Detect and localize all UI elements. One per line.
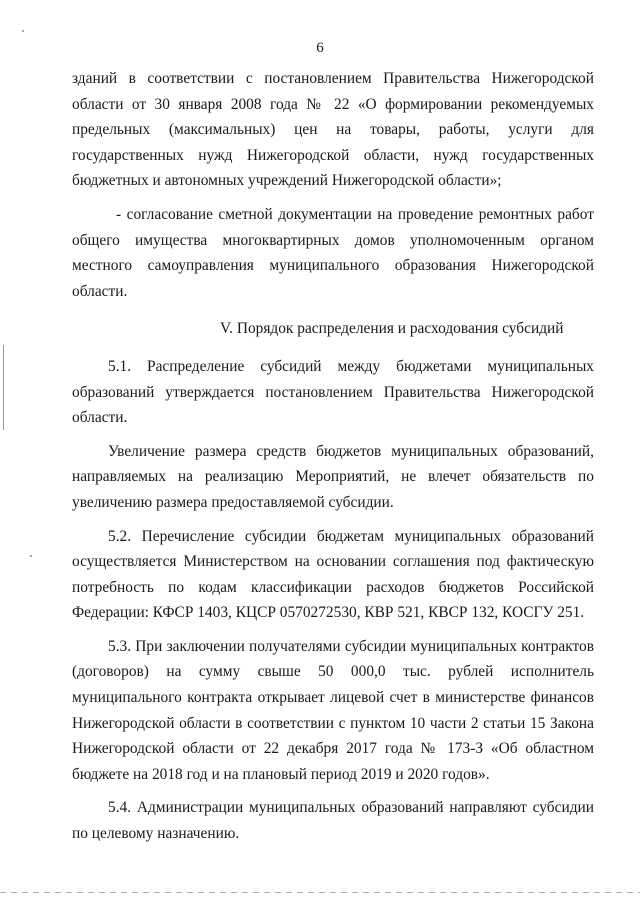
- text-line: 5.1. Распределение субсидий между бюджетами муниципальных: [108, 357, 594, 375]
- text-line: по целевому назначению.: [72, 825, 240, 843]
- text-line: 5.4. Администрации муниципальных образований направляют субсидии: [108, 799, 594, 817]
- text-line: бюджетных и автономных учреждений Нижегородской области»;: [72, 172, 502, 190]
- scan-bottom-line: [0, 892, 640, 893]
- text-line: Нижегородской области от 22 декабря 2017 года № 173-З «Об областном: [72, 740, 594, 758]
- text-line: муниципального контракта открывает лицевой счет в министерстве финансов: [72, 689, 594, 707]
- text-line: образований утверждается постановлением Правительства Нижегородской: [72, 383, 594, 401]
- paragraph-increase: [72, 439, 594, 516]
- section-title: V. Порядок распределения и расходования субсидий: [220, 320, 564, 338]
- text-line: бюджете на 2018 год и на плановый период 2019 и 2020 годов».: [72, 765, 490, 783]
- text-line: 5.2. Перечисление субсидии бюджетам муниципальных образований: [108, 527, 594, 545]
- text-line: местного самоуправления муниципального образования Нижегородской: [72, 257, 594, 275]
- text-line: зданий в соответствии с постановлением Правительства Нижегородской: [72, 70, 594, 87]
- text-line: направляемых на реализацию Мероприятий, не влечет обязательств по: [72, 468, 594, 486]
- section-heading: [72, 316, 594, 342]
- text-line: Федерации: КФСР 1403, КЦСР 0570272530, КВР 521, КВСР 132, КОСГУ 251.: [72, 604, 585, 622]
- text-line: области.: [72, 409, 128, 427]
- text-line: осуществляется Министерством на основании соглашения под фактическую: [72, 553, 594, 571]
- text-line: государственных нужд Нижегородской области, нужд государственных: [72, 146, 594, 164]
- text-line: области от 30 января 2008 года № 22 «О формировании рекомендуемых: [72, 95, 594, 113]
- text-line: потребность по кодам классификации расходов бюджетов Российской: [72, 578, 594, 596]
- scan-edge-mark: [3, 345, 4, 430]
- text-line: (договоров) на сумму свыше 50 000,0 тыс. рублей исполнитель: [72, 663, 594, 681]
- paragraph-estimate-approval: [72, 202, 594, 304]
- text-line: общего имущества многоквартирных домов уполномоченным органом: [72, 231, 594, 249]
- text-line: предельных (максимальных) цен на товары, работы, услуги для: [72, 121, 594, 139]
- paragraph-5-2: [72, 524, 594, 626]
- text-line: 5.3. При заключении получателями субсидии муниципальных контрактов: [108, 637, 594, 655]
- page-body: [72, 66, 594, 847]
- text-line: Увеличение размера средств бюджетов муниципальных образований,: [108, 442, 594, 460]
- paragraph-5-3: [72, 634, 594, 788]
- scan-speck: [22, 30, 24, 32]
- text-line: увеличению размера предоставляемой субсидии.: [72, 493, 394, 511]
- text-line: области.: [72, 282, 128, 300]
- paragraph-5-1: [72, 354, 594, 431]
- text-line: Нижегородской области в соответствии с пунктом 10 части 2 статьи 15 Закона: [72, 714, 594, 732]
- scan-speck: [30, 555, 32, 557]
- paragraph-5-4: [72, 795, 594, 846]
- paragraph-continuation: [72, 66, 594, 194]
- page-number: 6: [316, 40, 324, 56]
- text-line: - согласование сметной документации на проведение ремонтных работ: [116, 205, 594, 223]
